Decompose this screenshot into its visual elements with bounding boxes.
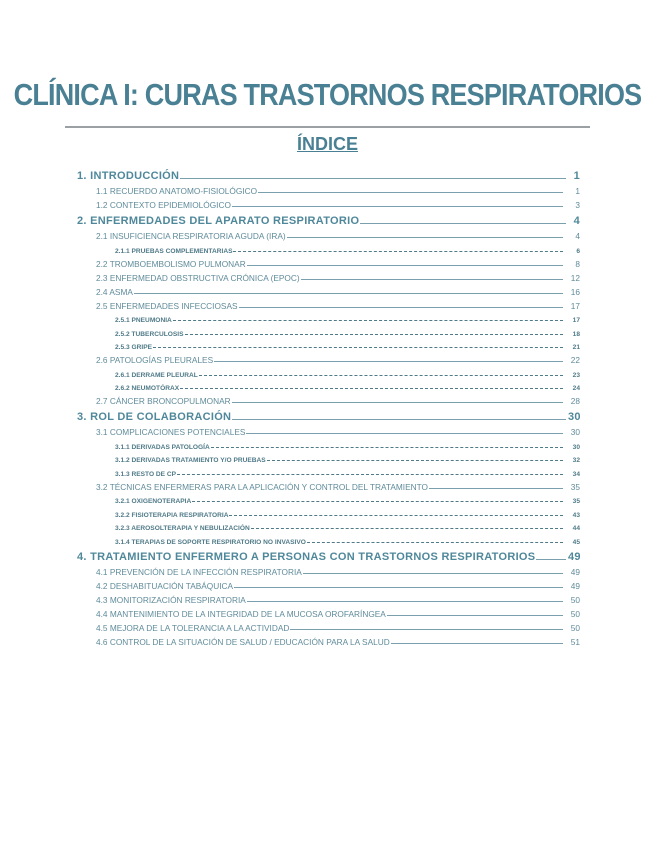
toc-leader-line bbox=[173, 320, 563, 321]
toc-entry-title: 2.5 ENFERMEDADES INFECCIOSAS bbox=[96, 300, 238, 311]
toc-leader-line bbox=[239, 307, 563, 308]
document-title: CLÍNICA I: CURAS TRASTORNOS RESPIRATORIOS bbox=[13, 78, 642, 112]
toc-entry-title: 1.2 CONTEXTO EPIDEMIOLÓGICO bbox=[96, 200, 231, 210]
toc-leader-line bbox=[153, 347, 563, 348]
toc-entry-title: 2.5.2 TUBERCULOSIS bbox=[115, 330, 184, 338]
toc-leader-line bbox=[233, 251, 563, 252]
toc-entry-level-2[interactable] bbox=[77, 392, 580, 406]
toc-leader-line bbox=[199, 375, 563, 376]
toc-leader-line bbox=[536, 559, 566, 560]
toc-entry-title: 2.6.2 NEUMOTÓRAX bbox=[115, 385, 180, 392]
toc-page-number: 32 bbox=[572, 457, 580, 464]
toc-page-number: 28 bbox=[570, 396, 580, 406]
toc-leader-line bbox=[180, 178, 566, 179]
toc-page-number: 4 bbox=[575, 231, 580, 241]
toc-page-number: 4 bbox=[573, 215, 580, 227]
toc-page-number: 18 bbox=[572, 330, 580, 338]
toc-entry-title: 2.3 ENFERMEDAD OBSTRUCTIVA CRÓNICA (EPOC) bbox=[96, 272, 300, 283]
toc-leader-line bbox=[229, 515, 563, 516]
toc-entry-level-3[interactable] bbox=[77, 451, 580, 465]
toc-entry-level-2[interactable] bbox=[77, 351, 580, 365]
toc-page-number: 30 bbox=[572, 443, 580, 451]
toc-entry-level-2[interactable] bbox=[77, 423, 580, 437]
toc-entry-title: 2.2 TROMBOEMBOLISMO PULMONAR bbox=[96, 258, 246, 269]
toc-entry-level-2[interactable] bbox=[77, 182, 580, 196]
toc-page-number: 23 bbox=[572, 371, 580, 379]
table-of-contents bbox=[77, 167, 580, 647]
toc-page-number: 12 bbox=[570, 272, 580, 283]
toc-entry-title: 4.2 DESHABITUACIÓN TABÁQUICA bbox=[96, 580, 234, 591]
toc-page-number: 49 bbox=[570, 580, 580, 591]
toc-entry-title: 4. TRATAMIENTO ENFERMERO A PERSONAS CON TRASTORNOS RESPIRATORIOS bbox=[77, 550, 536, 563]
toc-entry-level-3[interactable] bbox=[77, 324, 580, 338]
toc-entry-level-2[interactable] bbox=[77, 633, 580, 647]
toc-entry-title: 1. INTRODUCCIÓN bbox=[77, 170, 180, 182]
toc-leader-line bbox=[211, 447, 563, 448]
toc-page-number: 43 bbox=[572, 511, 580, 519]
toc-leader-line bbox=[429, 488, 563, 489]
toc-entry-level-3[interactable] bbox=[77, 437, 580, 451]
toc-entry-level-2[interactable] bbox=[77, 227, 580, 241]
toc-entry-level-3[interactable] bbox=[77, 492, 580, 506]
toc-entry-level-2[interactable] bbox=[77, 269, 580, 283]
toc-leader-line bbox=[307, 542, 563, 543]
toc-page-number: 30 bbox=[568, 411, 581, 423]
toc-entry-level-2[interactable] bbox=[77, 297, 580, 311]
toc-entry-level-2[interactable] bbox=[77, 619, 580, 633]
toc-entry-title: 2.6 PATOLOGÍAS PLEURALES bbox=[96, 355, 214, 365]
toc-page-number: 50 bbox=[570, 622, 580, 633]
toc-page-number: 49 bbox=[568, 550, 581, 563]
title-divider bbox=[65, 126, 590, 128]
toc-page-number: 35 bbox=[572, 498, 580, 505]
toc-page-number: 50 bbox=[570, 594, 580, 605]
toc-page-number: 49 bbox=[570, 566, 580, 577]
toc-leader-line bbox=[180, 388, 563, 389]
toc-leader-line bbox=[234, 587, 563, 588]
toc-entry-title: 2.7 CÁNCER BRONCOPULMONAR bbox=[96, 396, 231, 406]
toc-entry-level-2[interactable] bbox=[77, 478, 580, 492]
toc-entry-title: 2.5.1 PNEUMONIA bbox=[115, 317, 172, 324]
toc-leader-line bbox=[246, 433, 563, 434]
toc-leader-line bbox=[232, 419, 566, 420]
toc-entry-title: 3.1.4 TERAPIAS DE SOPORTE RESPIRATORIO NO INVASIVO bbox=[115, 538, 306, 546]
toc-entry-level-2[interactable] bbox=[77, 605, 580, 619]
toc-page-number: 44 bbox=[572, 525, 580, 532]
toc-leader-line bbox=[177, 474, 563, 475]
toc-entry-level-3[interactable] bbox=[77, 338, 580, 352]
toc-page-number: 24 bbox=[572, 385, 580, 392]
toc-leader-line bbox=[214, 361, 563, 362]
toc-leader-line bbox=[360, 223, 566, 224]
toc-entry-title: 4.4 MANTENIMIENTO DE LA INTEGRIDAD DE LA MUCOSA OROFARÍNGEA bbox=[96, 608, 386, 619]
toc-leader-line bbox=[232, 402, 563, 403]
toc-page-number: 6 bbox=[576, 247, 580, 255]
toc-entry-title: 4.1 PREVENCIÓN DE LA INFECCIÓN RESPIRATORIA bbox=[96, 566, 302, 577]
toc-entry-level-2[interactable] bbox=[77, 563, 580, 577]
toc-page-number: 17 bbox=[570, 300, 580, 311]
toc-entry-title: 4.3 MONITORIZACIÓN RESPIRATORIA bbox=[96, 594, 246, 605]
toc-entry-title: 3.1.1 DERIVADAS PATOLOGÍA bbox=[115, 443, 210, 451]
toc-entry-title: 2. ENFERMEDADES DEL APARATO RESPIRATORIO bbox=[77, 215, 360, 227]
toc-leader-line bbox=[287, 237, 563, 238]
toc-entry-level-3[interactable] bbox=[77, 505, 580, 519]
toc-page-number: 50 bbox=[570, 608, 580, 619]
toc-entry-level-2[interactable] bbox=[77, 255, 580, 269]
toc-entry-title: 4.5 MEJORA DE LA TOLERANCIA A LA ACTIVIDAD bbox=[96, 622, 290, 633]
toc-leader-line bbox=[387, 615, 563, 616]
toc-entry-level-2[interactable] bbox=[77, 577, 580, 591]
toc-entry-level-2[interactable] bbox=[77, 591, 580, 605]
toc-entry-title: 2.5.3 GRIPE bbox=[115, 344, 153, 351]
toc-page-number: 35 bbox=[570, 481, 580, 492]
toc-entry-level-3[interactable] bbox=[77, 464, 580, 478]
toc-leader-line bbox=[258, 192, 563, 193]
toc-leader-line bbox=[391, 643, 563, 644]
toc-page-number: 17 bbox=[572, 317, 580, 324]
toc-leader-line bbox=[303, 573, 563, 574]
toc-page-number: 51 bbox=[570, 636, 580, 647]
toc-page-number: 16 bbox=[570, 286, 580, 297]
toc-entry-level-3[interactable] bbox=[77, 532, 580, 546]
toc-leader-line bbox=[232, 206, 563, 207]
toc-entry-level-3[interactable] bbox=[77, 379, 580, 393]
toc-entry-title: 3. ROL DE COLABORACIÓN bbox=[77, 411, 232, 423]
toc-leader-line bbox=[185, 334, 563, 335]
toc-entry-level-1[interactable] bbox=[77, 167, 580, 182]
toc-page-number: 22 bbox=[570, 355, 580, 365]
toc-page-number: 30 bbox=[570, 427, 580, 437]
toc-entry-level-2[interactable] bbox=[77, 196, 580, 210]
toc-leader-line bbox=[247, 601, 563, 602]
toc-leader-line bbox=[247, 265, 563, 266]
toc-entry-title: 4.6 CONTROL DE LA SITUACIÓN DE SALUD / EDUCACIÓN PARA LA SALUD bbox=[96, 636, 390, 647]
toc-page-number: 34 bbox=[572, 470, 580, 478]
toc-entry-title: 3.2 TÉCNICAS ENFERMERAS PARA LA APLICACIÓN Y CONTROL DEL TRATAMIENTO bbox=[96, 481, 428, 492]
toc-page-number: 1 bbox=[575, 186, 580, 196]
toc-entry-title: 3.1 COMPLICACIONES POTENCIALES bbox=[96, 427, 246, 437]
toc-entry-title: 3.2.1 OXIGENOTERAPIA bbox=[115, 498, 192, 505]
toc-entry-title: 3.1.2 DERIVADAS TRATAMIENTO Y/O PRUEBAS bbox=[115, 457, 266, 464]
toc-entry-level-3[interactable] bbox=[77, 241, 580, 255]
toc-page-number: 3 bbox=[575, 200, 580, 210]
toc-entry-level-1[interactable] bbox=[77, 408, 580, 423]
toc-entry-title: 3.2.2 FISIOTERAPIA RESPIRATORIA bbox=[115, 511, 229, 519]
toc-entry-level-1[interactable] bbox=[77, 548, 580, 563]
toc-entry-title: 3.1.3 RESTO DE CP bbox=[115, 470, 177, 478]
toc-entry-title: 2.1 INSUFICIENCIA RESPIRATORIA AGUDA (IRA) bbox=[96, 231, 286, 241]
toc-entry-title: 2.6.1 DERRAME PLEURAL bbox=[115, 371, 198, 379]
toc-leader-line bbox=[251, 528, 563, 529]
toc-page-number: 21 bbox=[572, 344, 580, 351]
toc-entry-level-3[interactable] bbox=[77, 311, 580, 325]
toc-page-number: 45 bbox=[572, 538, 580, 546]
toc-leader-line bbox=[290, 629, 563, 630]
toc-entry-level-2[interactable] bbox=[77, 283, 580, 297]
toc-leader-line bbox=[192, 501, 563, 502]
toc-leader-line bbox=[267, 460, 563, 461]
index-heading: ÍNDICE bbox=[296, 134, 358, 154]
toc-entry-title: 3.2.3 AEROSOLTERAPIA Y NEBULIZACIÓN bbox=[115, 525, 250, 532]
toc-leader-line bbox=[134, 293, 563, 294]
toc-entry-title: 2.1.1 PRUEBAS COMPLEMENTARIAS bbox=[115, 247, 233, 255]
toc-entry-title: 1.1 RECUERDO ANATOMO-FISIOLÓGICO bbox=[96, 186, 258, 196]
toc-page-number: 8 bbox=[575, 258, 580, 269]
toc-leader-line bbox=[301, 279, 563, 280]
toc-entry-level-3[interactable] bbox=[77, 519, 580, 533]
toc-page-number: 1 bbox=[573, 170, 580, 182]
toc-entry-level-1[interactable] bbox=[77, 212, 580, 227]
toc-entry-title: 2.4 ASMA bbox=[96, 286, 133, 297]
toc-entry-level-3[interactable] bbox=[77, 365, 580, 379]
